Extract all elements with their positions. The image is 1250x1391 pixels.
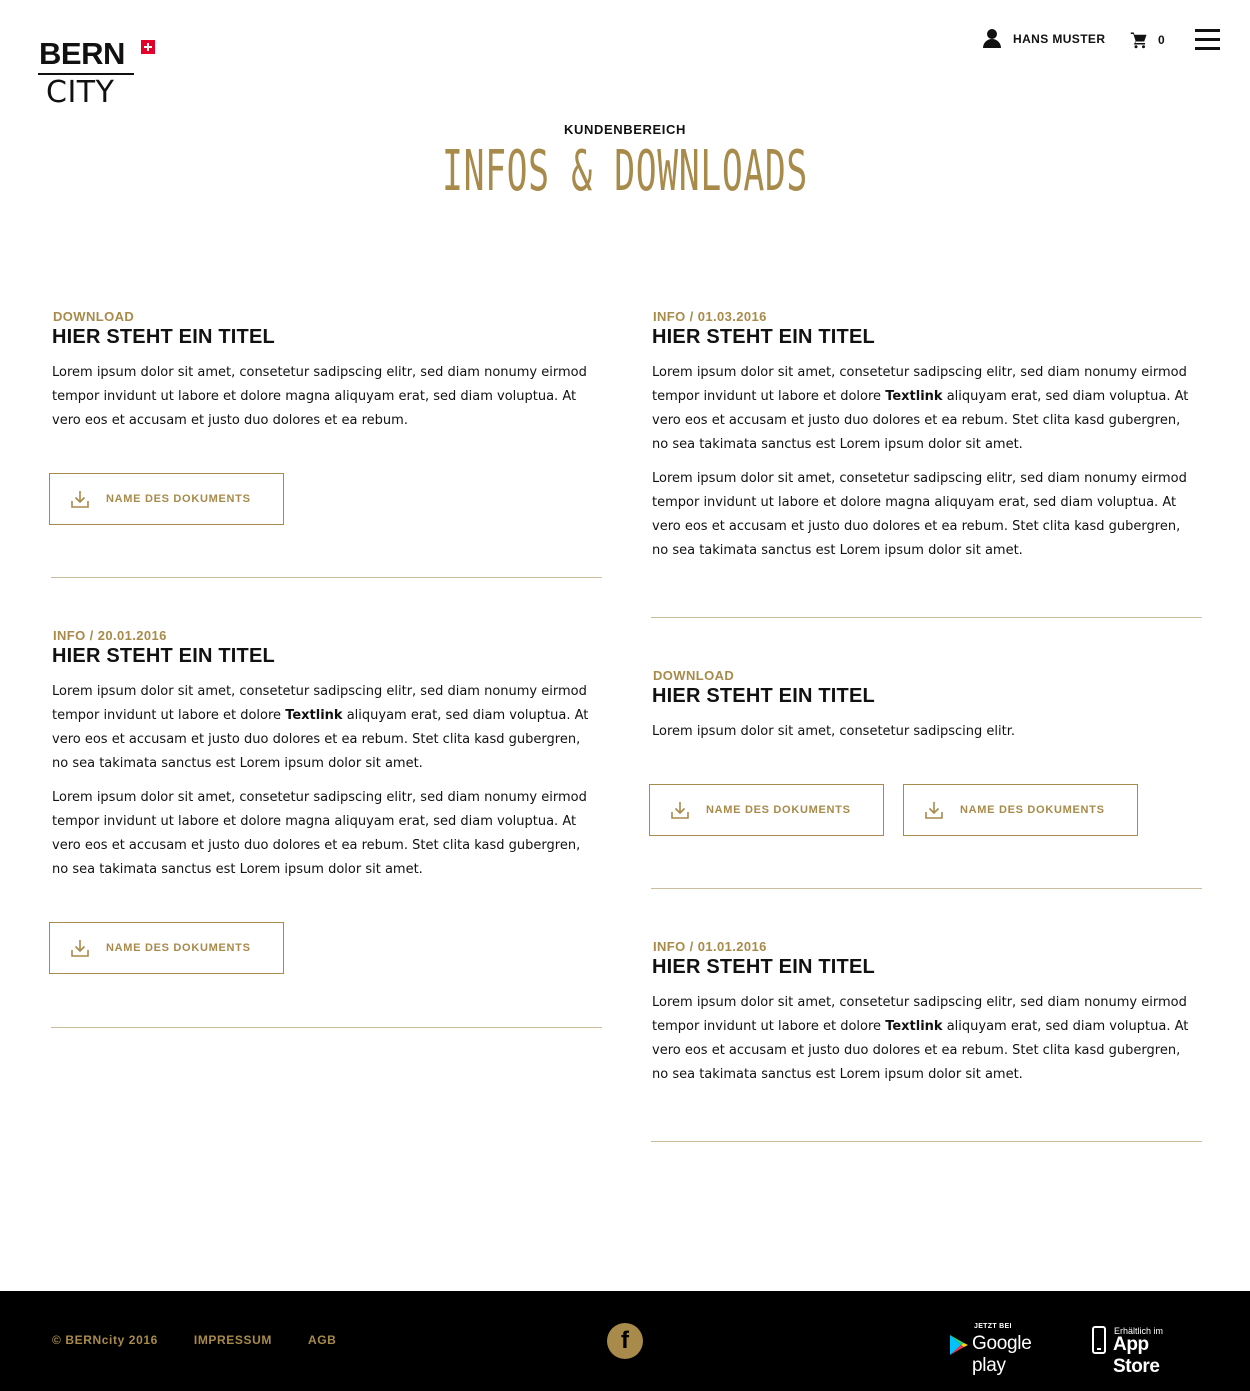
- article-text: Lorem ipsum dolor sit amet, consetetur sadipscing elitr.: [652, 724, 1015, 739]
- download-icon: [70, 489, 90, 509]
- download-button-label: NAME DES DOKUMENTS: [706, 804, 851, 816]
- swiss-flag-icon: [141, 40, 155, 54]
- download-button-label: NAME DES DOKUMENTS: [106, 493, 251, 505]
- article-text: [652, 361, 1197, 457]
- article-label: INFO / 01.03.2016: [653, 309, 767, 324]
- article-title: HIER STEHT EIN TITEL: [652, 956, 875, 978]
- download-icon: [70, 938, 90, 958]
- divider: [651, 888, 1202, 889]
- user-name: HANS MUSTER: [1013, 32, 1106, 46]
- download-button[interactable]: [49, 922, 284, 974]
- download-icon: [924, 800, 944, 820]
- article-label: DOWNLOAD: [53, 309, 135, 324]
- user-account-link[interactable]: [982, 28, 1105, 50]
- copyright: © BERNcity 2016: [52, 1333, 158, 1347]
- appstore-small-text: Erhältlich im: [1114, 1326, 1164, 1336]
- facebook-icon[interactable]: f: [607, 1323, 643, 1359]
- divider: [51, 1027, 602, 1028]
- article-label: DOWNLOAD: [653, 668, 735, 683]
- article-title: HIER STEHT EIN TITEL: [652, 685, 875, 707]
- download-icon: [670, 800, 690, 820]
- text-segment: Lorem ipsum dolor sit amet, consetetur sadipscing elitr, sed diam nonumy eirmod tempor invidunt ut labore et dolore: [652, 995, 1187, 1034]
- cart-count: 0: [1158, 33, 1165, 47]
- article-text: [52, 680, 597, 776]
- agb-link[interactable]: AGB: [307, 1333, 337, 1347]
- download-button-label: NAME DES DOKUMENTS: [960, 804, 1105, 816]
- download-button[interactable]: [649, 784, 884, 836]
- text-link[interactable]: Textlink: [885, 1019, 943, 1034]
- google-play-icon: [948, 1334, 970, 1356]
- text-segment: Lorem ipsum dolor sit amet, consetetur sadipscing elitr, sed diam nonumy eirmod tempor invidunt ut labore et dolore: [52, 684, 587, 723]
- text-segment: aliquyam erat, sed diam voluptua. At vero eos et accusam et justo duo dolores et ea rebum. Stet clita kasd gubergren, no sea takimata sanctus est Lorem ipsum dolor sit amet.: [652, 389, 1189, 452]
- article-title: HIER STEHT EIN TITEL: [652, 326, 875, 348]
- article-title: HIER STEHT EIN TITEL: [52, 645, 275, 667]
- text-segment: aliquyam erat, sed diam voluptua. At vero eos et accusam et justo duo dolores et ea rebum. Stet clita kasd gubergren, no sea takimata sanctus est Lorem ipsum dolor sit amet.: [652, 1019, 1189, 1082]
- google-play-badge[interactable]: [948, 1323, 1063, 1376]
- article-label: INFO / 01.01.2016: [653, 939, 767, 954]
- divider: [51, 577, 602, 578]
- hamburger-menu-icon[interactable]: [1195, 29, 1220, 51]
- divider: [651, 1141, 1202, 1142]
- article-info-3: [652, 939, 1202, 1087]
- logo-bern-text: BERN: [39, 36, 125, 71]
- appstore-big-text: App Store: [1113, 1334, 1160, 1377]
- cart-link[interactable]: [1130, 30, 1165, 50]
- app-store-badge[interactable]: [1090, 1324, 1200, 1377]
- text-link[interactable]: Textlink: [885, 389, 943, 404]
- article-text: Lorem ipsum dolor sit amet, consetetur sadipscing elitr, sed diam nonumy eirmod tempor invidunt ut labore et dolore magna aliquyam erat, sed diam voluptua. At vero eos et accusam et justo duo dolores et ea rebum.: [52, 365, 587, 428]
- text-segment: Lorem ipsum dolor sit amet, consetetur sadipscing elitr, sed diam nonumy eirmod tempor invidunt ut labore et dolore: [652, 365, 1187, 404]
- article-info-2: [52, 628, 602, 974]
- article-title: HIER STEHT EIN TITEL: [52, 326, 275, 348]
- article-download-1: [52, 309, 602, 525]
- logo[interactable]: [38, 38, 158, 110]
- article-text: [652, 991, 1197, 1087]
- page-kicker: KUNDENBEREICH: [564, 122, 686, 137]
- divider: [651, 617, 1202, 618]
- impressum-link[interactable]: IMPRESSUM: [193, 1333, 272, 1347]
- article-info-1: [652, 309, 1202, 563]
- cart-icon: [1130, 31, 1148, 49]
- page-title: INFOS & DOWNLOADS: [442, 139, 808, 204]
- article-download-2: [652, 668, 1202, 836]
- article-text: Lorem ipsum dolor sit amet, consetetur sadipscing elitr, sed diam nonumy eirmod tempor invidunt ut labore et dolore magna aliquyam erat, sed diam voluptua. At vero eos et accusam et justo duo dolores et ea rebum. Stet clita kasd gubergren, no sea takimata sanctus est Lorem ipsum dolor sit amet.: [652, 471, 1187, 558]
- article-text: Lorem ipsum dolor sit amet, consetetur sadipscing elitr, sed diam nonumy eirmod tempor invidunt ut labore et dolore magna aliquyam erat, sed diam voluptua. At vero eos et accusam et justo duo dolores et ea rebum. Stet clita kasd gubergren, no sea takimata sanctus est Lorem ipsum dolor sit amet.: [52, 790, 587, 877]
- article-label: INFO / 20.01.2016: [53, 628, 167, 643]
- download-button-label: NAME DES DOKUMENTS: [106, 942, 251, 954]
- text-segment: aliquyam erat, sed diam voluptua. At vero eos et accusam et justo duo dolores et ea rebum. Stet clita kasd gubergren, no sea takimata sanctus est Lorem ipsum dolor sit amet.: [52, 708, 589, 771]
- download-button[interactable]: [903, 784, 1138, 836]
- gplay-big-text: Google play: [972, 1333, 1032, 1376]
- text-link[interactable]: Textlink: [285, 708, 343, 723]
- logo-city-text: CITY: [46, 75, 115, 110]
- user-icon: [982, 29, 1002, 49]
- phone-icon: [1092, 1326, 1106, 1354]
- gplay-small-text: JETZT BEI: [974, 1323, 1012, 1330]
- footer: [0, 1291, 1250, 1391]
- download-button[interactable]: [49, 473, 284, 525]
